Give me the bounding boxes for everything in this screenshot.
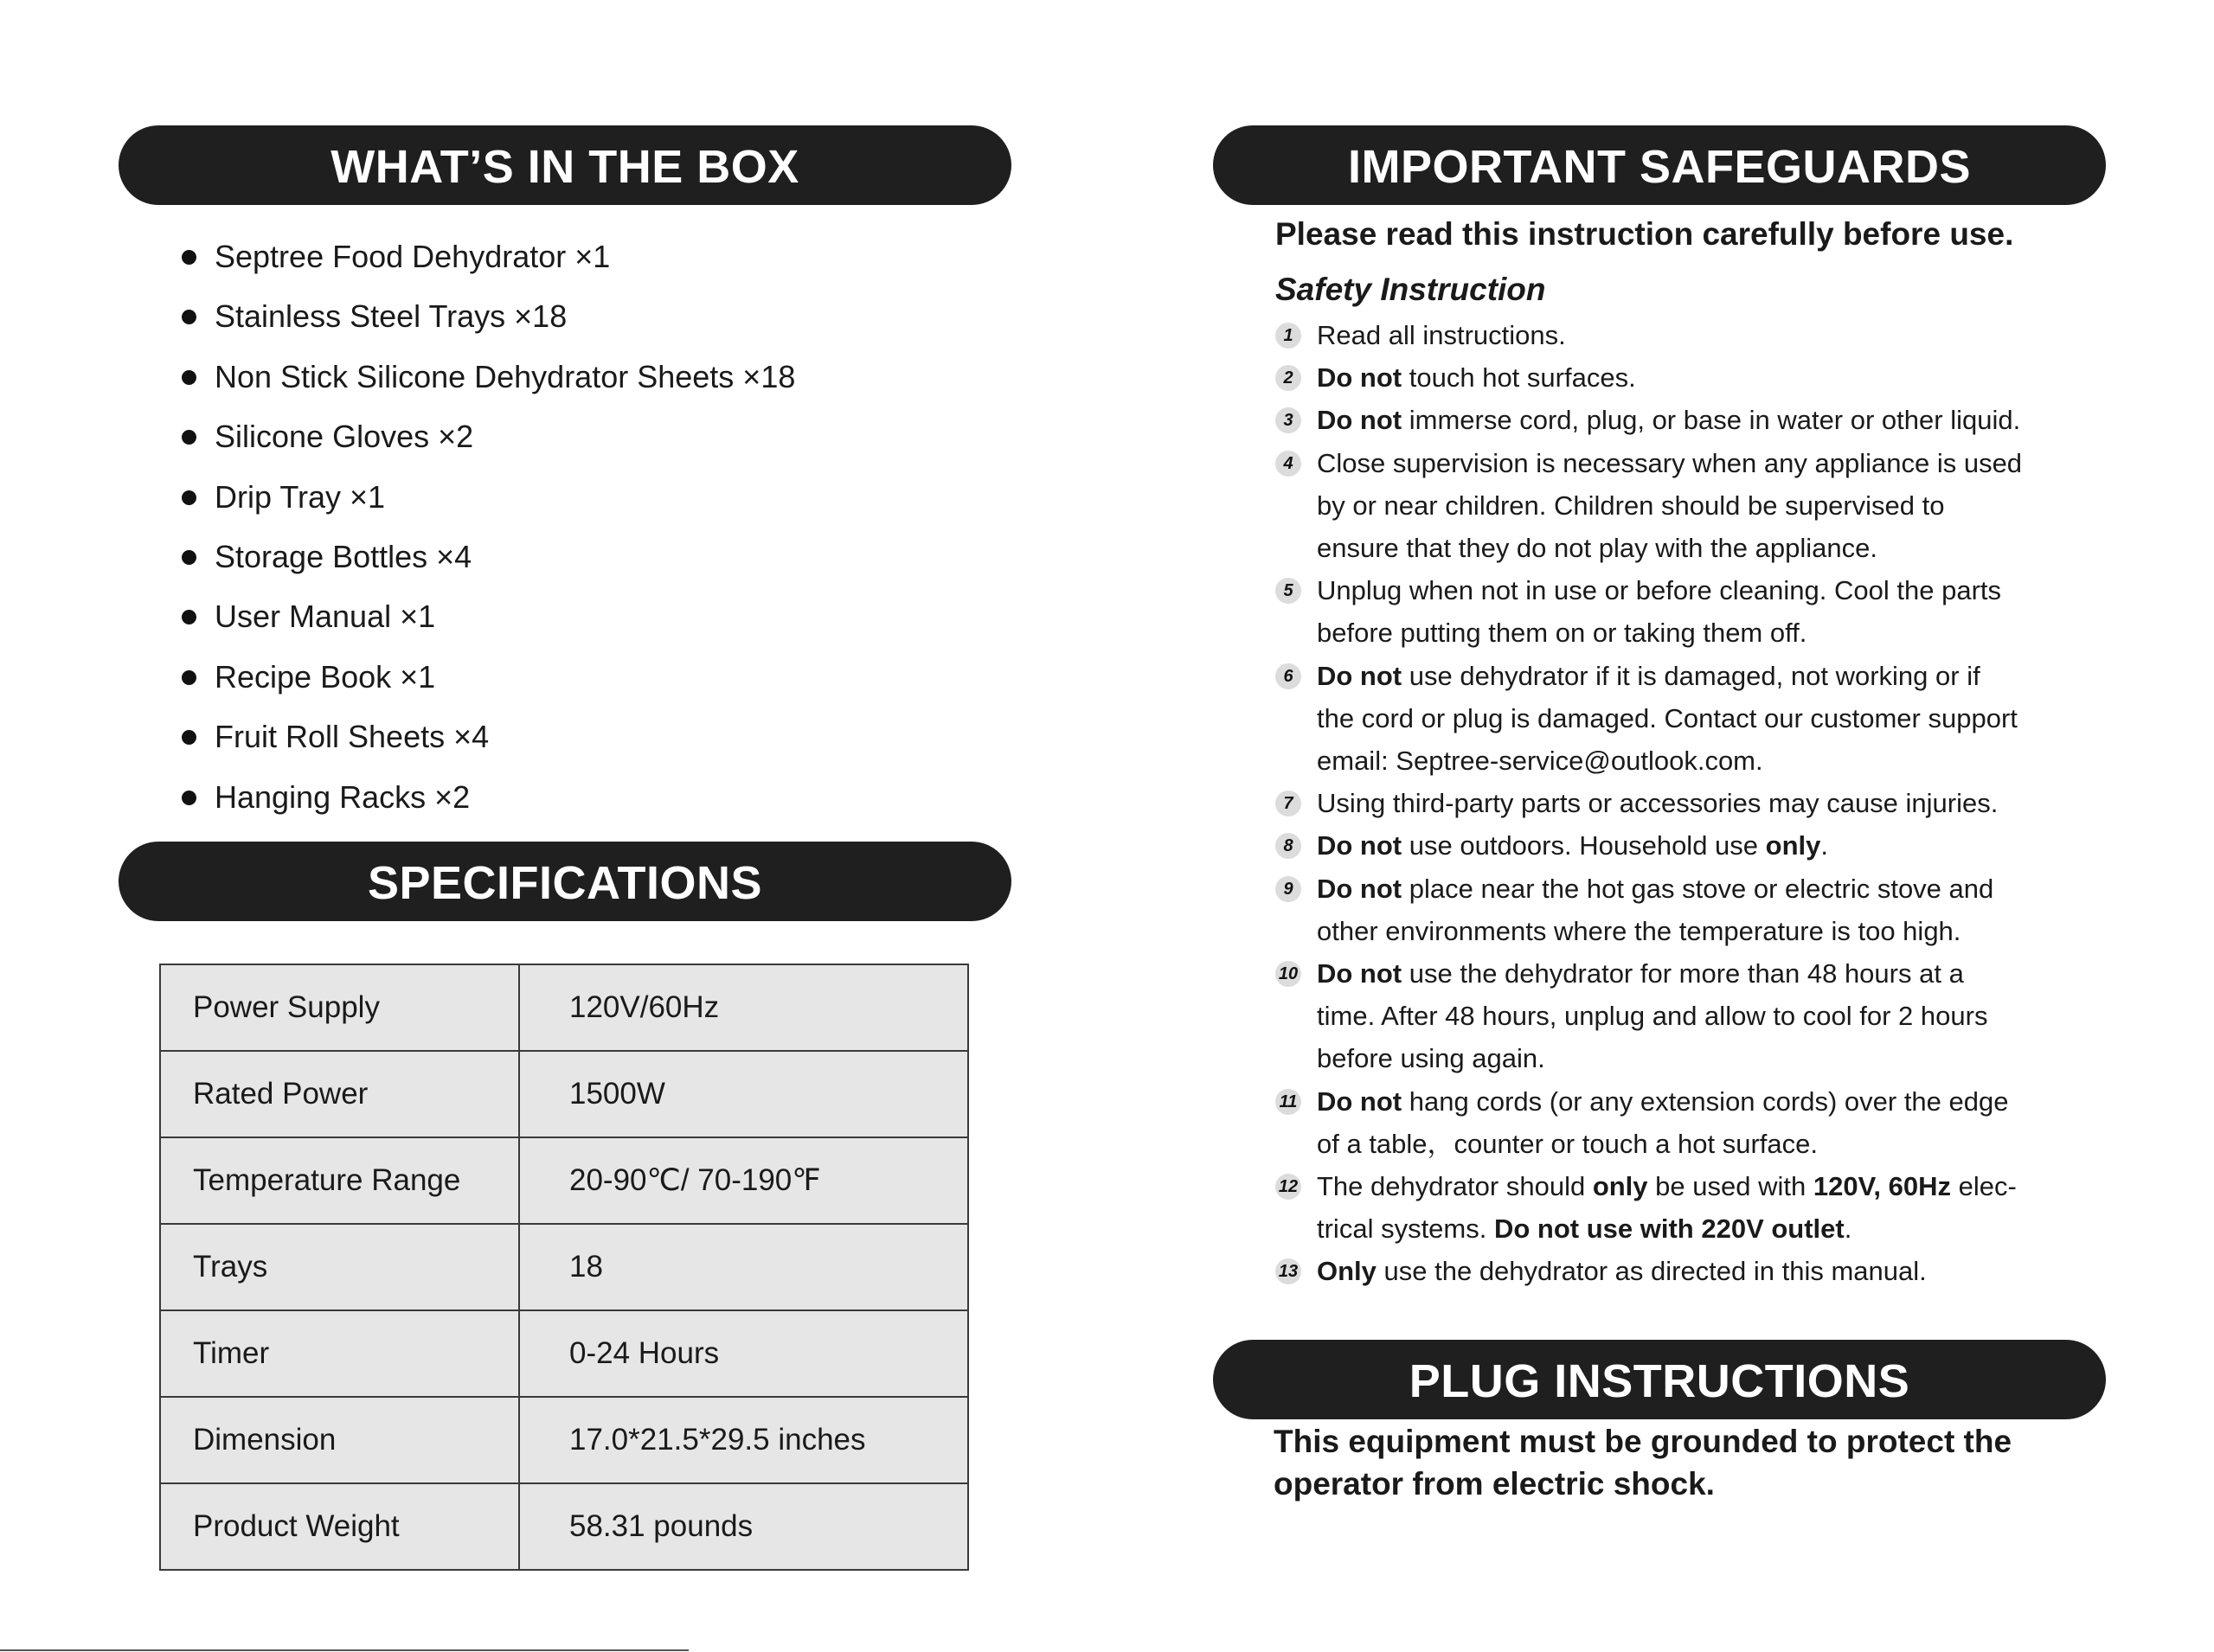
box-item-label: User Manual ×1 bbox=[215, 599, 436, 635]
item-number-badge: 7 bbox=[1275, 791, 1301, 816]
specifications-table bbox=[159, 964, 969, 1571]
box-heading-banner bbox=[119, 125, 1011, 205]
safeguards-heading: IMPORTANT SAFEGUARDS bbox=[1348, 141, 1971, 193]
box-item-label: Silicone Gloves ×2 bbox=[215, 419, 474, 455]
safety-text: Using third-party parts or accessories may cause injuries. bbox=[1317, 788, 1999, 819]
bullet-icon bbox=[182, 250, 196, 265]
safety-item-line bbox=[1317, 952, 2089, 995]
safety-text: Unplug when not in use or before cleaning. Cool the parts bbox=[1317, 575, 2001, 606]
safety-item-line bbox=[1317, 1165, 2089, 1207]
spec-value: 20-90℃/ 70-190℉ bbox=[519, 1137, 968, 1224]
safety-item-line bbox=[1317, 910, 2089, 952]
box-heading: WHAT’S IN THE BOX bbox=[330, 141, 799, 193]
box-item bbox=[182, 349, 795, 409]
emphasis-text: Do not bbox=[1317, 362, 1402, 394]
safety-text: use dehydrator if it is damaged, not working or if bbox=[1402, 660, 1980, 691]
safety-item-line bbox=[1317, 611, 2089, 654]
safety-item bbox=[1275, 782, 2089, 824]
spec-value: 0-24 Hours bbox=[519, 1310, 968, 1397]
safety-text: hang cords (or any extension cords) over the edge bbox=[1402, 1085, 2009, 1117]
safety-text: elec- bbox=[1951, 1171, 2017, 1202]
safety-text: use outdoors. Household use bbox=[1402, 830, 1766, 861]
safety-item-line bbox=[1317, 569, 2089, 611]
spec-value: 1500W bbox=[519, 1051, 968, 1137]
specs-heading: SPECIFICATIONS bbox=[367, 857, 763, 909]
box-item-label: Septree Food Dehydrator ×1 bbox=[215, 239, 611, 274]
box-item bbox=[182, 589, 795, 649]
safety-item bbox=[1275, 399, 2089, 441]
safeguards-intro: Please read this instruction carefully before use. bbox=[1275, 216, 2014, 252]
item-number-badge: 8 bbox=[1275, 833, 1301, 859]
safety-item bbox=[1275, 1080, 2089, 1165]
safety-item bbox=[1275, 1250, 2089, 1292]
bullet-icon bbox=[182, 490, 196, 505]
emphasis-text: Do not use with 220V outlet bbox=[1493, 1213, 1845, 1245]
box-item-label: Stainless Steel Trays ×18 bbox=[215, 298, 568, 335]
safety-text: touch hot surfaces. bbox=[1402, 362, 1636, 394]
safety-item-line bbox=[1317, 740, 2089, 782]
safety-item-line bbox=[1317, 824, 2089, 867]
safety-item bbox=[1275, 569, 2089, 654]
footer-divider bbox=[0, 1649, 689, 1651]
spec-label: Trays bbox=[160, 1224, 519, 1310]
item-number-badge: 5 bbox=[1275, 578, 1301, 604]
safety-text: before using again. bbox=[1317, 1043, 1545, 1074]
spec-row bbox=[160, 1397, 968, 1483]
plug-instruction-text bbox=[1274, 1420, 2104, 1505]
emphasis-text: Do not bbox=[1317, 660, 1402, 691]
safety-item-line bbox=[1317, 399, 2089, 441]
safety-item bbox=[1275, 442, 2089, 570]
box-item bbox=[182, 529, 795, 589]
safety-item-line bbox=[1317, 697, 2089, 740]
box-item bbox=[182, 650, 795, 709]
safety-item-line bbox=[1317, 484, 2089, 527]
safety-text: use the dehydrator for more than 48 hours at a bbox=[1402, 958, 1964, 989]
emphasis-text: Only bbox=[1317, 1256, 1377, 1287]
safety-text: by or near children. Children should be supervised to bbox=[1317, 490, 1945, 521]
item-number-badge: 13 bbox=[1275, 1258, 1301, 1284]
spec-label: Power Supply bbox=[160, 964, 519, 1051]
safety-item-line bbox=[1317, 782, 2089, 824]
spec-row bbox=[160, 1310, 968, 1397]
safety-text: use the dehydrator as directed in this manual. bbox=[1376, 1256, 1927, 1287]
bullet-icon bbox=[182, 670, 196, 685]
box-item bbox=[182, 409, 795, 469]
safety-text: before putting them on or taking them off. bbox=[1317, 618, 1807, 649]
spec-label: Timer bbox=[160, 1310, 519, 1397]
safety-text: email: Septree-service@outlook.com. bbox=[1317, 746, 1763, 777]
safety-item-line bbox=[1317, 527, 2089, 569]
safeguards-heading-banner bbox=[1213, 125, 2106, 205]
safety-item-line bbox=[1317, 356, 2089, 399]
spec-label: Product Weight bbox=[160, 1483, 519, 1570]
bullet-icon bbox=[182, 310, 196, 324]
box-item bbox=[182, 709, 795, 769]
bullet-icon bbox=[182, 791, 196, 805]
box-item-label: Storage Bottles ×4 bbox=[215, 538, 472, 574]
box-item-label: Hanging Racks ×2 bbox=[215, 778, 471, 815]
emphasis-text: Do not bbox=[1317, 873, 1402, 904]
emphasis-text: Do not bbox=[1317, 1085, 1402, 1117]
safety-text: immerse cord, plug, or base in water or other liquid. bbox=[1402, 405, 2021, 436]
safety-text: ensure that they do not play with the appliance. bbox=[1317, 533, 1877, 564]
bullet-icon bbox=[182, 430, 196, 445]
spec-value: 17.0*21.5*29.5 inches bbox=[519, 1397, 968, 1483]
safety-instruction-list bbox=[1275, 314, 2089, 1293]
item-number-badge: 9 bbox=[1275, 876, 1301, 902]
emphasis-text: Do not bbox=[1317, 958, 1402, 989]
safety-item-line bbox=[1317, 1207, 2089, 1250]
item-number-badge: 6 bbox=[1275, 663, 1301, 689]
spec-row bbox=[160, 1137, 968, 1224]
spec-row bbox=[160, 1224, 968, 1310]
safety-text: . bbox=[1820, 830, 1828, 861]
safety-item-line bbox=[1317, 1080, 2089, 1123]
safety-text: . bbox=[1844, 1213, 1852, 1245]
spec-row bbox=[160, 964, 968, 1051]
box-item-label: Drip Tray ×1 bbox=[215, 478, 386, 515]
safety-item bbox=[1275, 952, 2089, 1080]
item-number-badge: 2 bbox=[1275, 365, 1301, 391]
safety-item-line bbox=[1317, 868, 2089, 910]
item-number-badge: 10 bbox=[1275, 961, 1301, 987]
safety-text: trical systems. bbox=[1317, 1213, 1494, 1245]
safety-text: the cord or plug is damaged. Contact our customer support bbox=[1317, 702, 2018, 733]
safety-item-line bbox=[1317, 314, 2089, 356]
spec-row bbox=[160, 1051, 968, 1137]
emphasis-text: Do not bbox=[1317, 830, 1402, 861]
spec-value: 58.31 pounds bbox=[519, 1483, 968, 1570]
box-item bbox=[182, 470, 795, 529]
plug-heading-banner bbox=[1213, 1340, 2106, 1419]
safety-item bbox=[1275, 356, 2089, 399]
safety-text: Close supervision is necessary when any appliance is used bbox=[1317, 447, 2023, 478]
emphasis-text: only bbox=[1592, 1171, 1648, 1202]
safety-text: be used with bbox=[1647, 1171, 1813, 1202]
plug-instruction-line: operator from electric shock. bbox=[1274, 1466, 1715, 1502]
spec-label: Dimension bbox=[160, 1397, 519, 1483]
safety-item-line bbox=[1317, 1250, 2089, 1292]
box-item-label: Recipe Book ×1 bbox=[215, 658, 436, 695]
item-number-badge: 12 bbox=[1275, 1174, 1301, 1200]
bullet-icon bbox=[182, 550, 196, 565]
specs-heading-banner bbox=[119, 842, 1011, 921]
plug-instruction-line: This equipment must be grounded to protect the bbox=[1274, 1424, 2012, 1459]
safety-item bbox=[1275, 868, 2089, 952]
emphasis-text: Do not bbox=[1317, 405, 1402, 436]
safety-text: Read all instructions. bbox=[1317, 320, 1566, 350]
item-number-badge: 1 bbox=[1275, 323, 1301, 349]
spec-value: 120V/60Hz bbox=[519, 964, 968, 1051]
plug-heading: PLUG INSTRUCTIONS bbox=[1409, 1355, 1910, 1407]
safety-item bbox=[1275, 1165, 2089, 1250]
safety-text: of a table，counter or touch a hot surface. bbox=[1317, 1128, 1819, 1159]
box-item bbox=[182, 770, 795, 829]
bullet-icon bbox=[182, 610, 196, 624]
box-contents-list bbox=[182, 229, 795, 829]
bullet-icon bbox=[182, 370, 196, 385]
safety-instruction-subheading: Safety Instruction bbox=[1275, 272, 1546, 307]
emphasis-text: only bbox=[1765, 830, 1821, 861]
spec-label: Temperature Range bbox=[160, 1137, 519, 1224]
safety-item-line bbox=[1317, 995, 2089, 1037]
box-item-label: Non Stick Silicone Dehydrator Sheets ×18 bbox=[215, 358, 796, 394]
emphasis-text: 120V, 60Hz bbox=[1813, 1171, 1951, 1202]
safety-text: time. After 48 hours, unplug and allow to cool for 2 hours bbox=[1317, 1001, 1988, 1032]
safety-item bbox=[1275, 824, 2089, 867]
box-item bbox=[182, 229, 795, 289]
bullet-icon bbox=[182, 730, 196, 745]
spec-value: 18 bbox=[519, 1224, 968, 1310]
item-number-badge: 11 bbox=[1275, 1089, 1301, 1115]
spec-row bbox=[160, 1483, 968, 1570]
safety-item bbox=[1275, 655, 2089, 783]
item-number-badge: 4 bbox=[1275, 451, 1301, 477]
safety-item-line bbox=[1317, 442, 2089, 484]
box-item bbox=[182, 289, 795, 349]
safety-text: other environments where the temperature is too high. bbox=[1317, 915, 1961, 946]
item-number-badge: 3 bbox=[1275, 407, 1301, 433]
safety-item-line bbox=[1317, 655, 2089, 697]
safety-text: The dehydrator should bbox=[1317, 1171, 1593, 1202]
safety-item-line bbox=[1317, 1037, 2089, 1079]
safety-text: place near the hot gas stove or electric stove and bbox=[1402, 873, 1994, 904]
safety-item bbox=[1275, 314, 2089, 356]
safety-item-line bbox=[1317, 1123, 2089, 1165]
box-item-label: Fruit Roll Sheets ×4 bbox=[215, 719, 490, 755]
spec-label: Rated Power bbox=[160, 1051, 519, 1137]
